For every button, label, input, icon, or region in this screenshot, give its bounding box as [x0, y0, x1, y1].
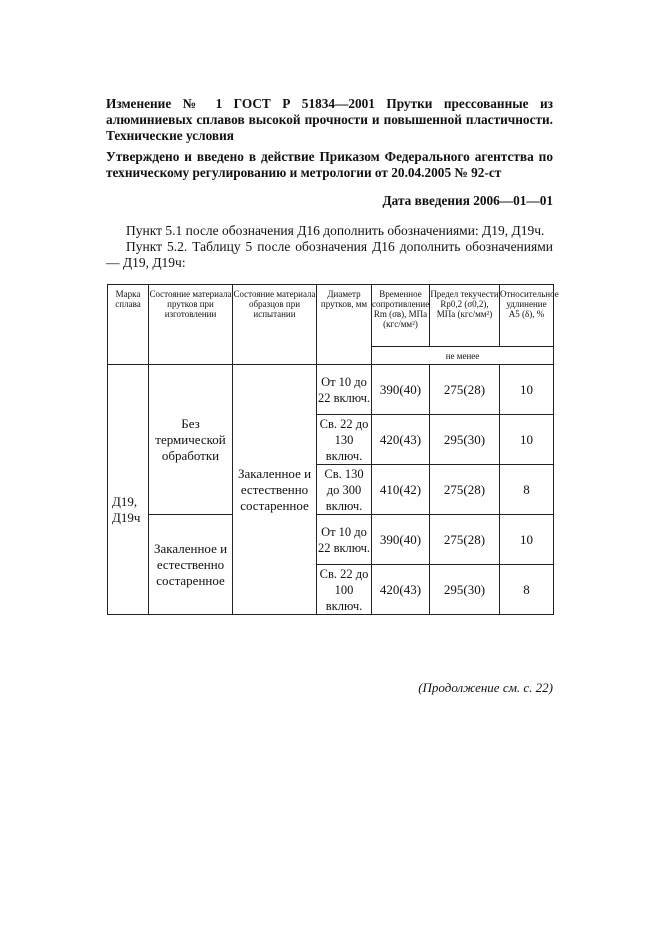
sample-state-cell: Закаленное и естественно состаренное	[233, 365, 317, 615]
header-yield: Предел текучести Rp0,2 (σ0,2), МПа (кгс/мм²)	[430, 285, 500, 347]
elongation-cell: 10	[500, 365, 554, 415]
properties-table	[107, 284, 559, 615]
yield-cell: 275(28)	[430, 515, 500, 565]
header-sample-state: Состояние материала образцов при испытании	[233, 285, 317, 365]
approval-statement: Утверждено и введено в действие Приказом Федерального агентства по техническому регулированию и метрологии от 20.04.2005 № 92-ст	[106, 149, 553, 180]
tensile-cell: 410(42)	[372, 465, 430, 515]
header-grade: Марка сплава	[108, 285, 149, 365]
yield-cell: 275(28)	[430, 465, 500, 515]
header-elongation: Относительное удлинение A5 (δ), %	[500, 285, 554, 347]
header-diameter: Диаметр прутков, мм	[317, 285, 372, 365]
elongation-cell: 10	[500, 515, 554, 565]
yield-cell: 295(30)	[430, 415, 500, 465]
tensile-cell: 420(43)	[372, 565, 430, 615]
diameter-cell: От 10 до 22 включ.	[317, 515, 372, 565]
yield-cell: 275(28)	[430, 365, 500, 415]
diameter-cell: Св. 22 до 100 включ.	[317, 565, 372, 615]
diameter-cell: Св. 22 до 130 включ.	[317, 415, 372, 465]
rod-state-cell-2: Закаленное и естественно состаренное	[149, 515, 233, 615]
yield-cell: 295(30)	[430, 565, 500, 615]
paragraph-5-2: Пункт 5.2. Таблицу 5 после обозначения Д16 дополнить обозначениями — Д19, Д19ч:	[106, 239, 553, 270]
tensile-cell: 390(40)	[372, 365, 430, 415]
continuation-note: (Продолжение см. с. 22)	[418, 680, 553, 695]
tensile-cell: 420(43)	[372, 415, 430, 465]
elongation-cell: 10	[500, 415, 554, 465]
header-tensile: Временное сопротивление Rm (σв), МПа (кгс/мм²)	[372, 285, 430, 347]
header-not-less: не менее	[372, 347, 554, 365]
grade-cell: Д19, Д19ч	[108, 365, 149, 615]
diameter-cell: Св. 130 до 300 включ.	[317, 465, 372, 515]
diameter-cell: От 10 до 22 включ.	[317, 365, 372, 415]
amendment-title: Изменение № 1 ГОСТ Р 51834—2001 Прутки прессованные из алюминиевых сплавов высокой прочности и повышенной пластичности. Технические условия	[106, 96, 553, 143]
header-rod-state: Состояние материала прутков при изготовлении	[149, 285, 233, 365]
elongation-cell: 8	[500, 565, 554, 615]
rod-state-cell-1: Без термической обработки	[149, 365, 233, 515]
introduction-date: Дата введения 2006—01—01	[382, 193, 553, 208]
tensile-cell: 390(40)	[372, 515, 430, 565]
elongation-cell: 8	[500, 465, 554, 515]
paragraph-5-1: Пункт 5.1 после обозначения Д16 дополнить обозначениями: Д19, Д19ч.	[126, 223, 545, 238]
